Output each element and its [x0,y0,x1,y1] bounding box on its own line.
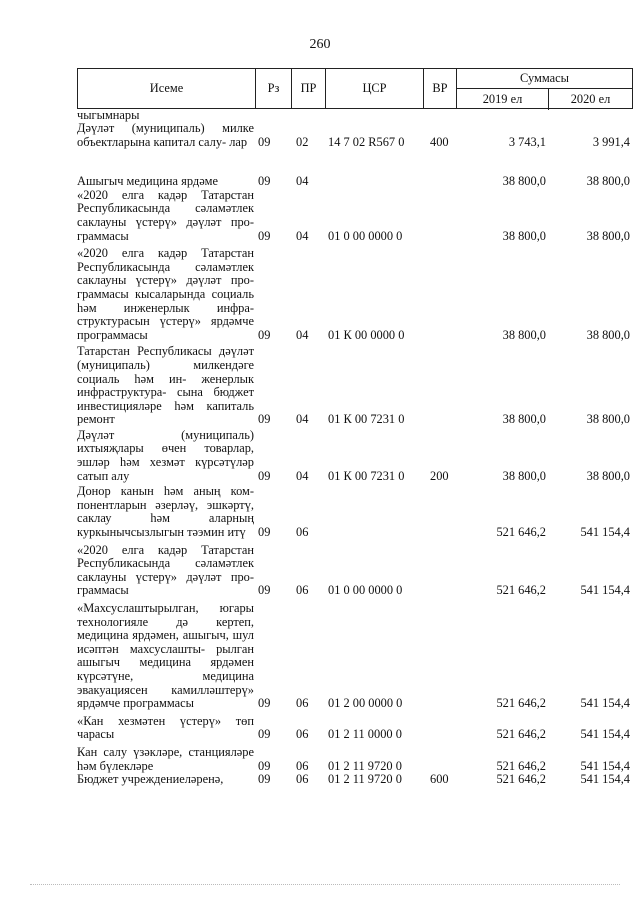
row-sum-2020: 541 154,4 [580,758,630,773]
row-sum-2020: 38 800,0 [586,412,630,427]
table-row [77,175,633,189]
row-rz: 09 [258,327,271,342]
row-pr: 06 [296,525,309,540]
row-name: Дәүләт (муниципаль) ихтыяҗлары өчен товарлар, эшләр һәм хезмәт күрсәтүләр сатып алу [77,427,254,483]
header-vr: ВР [424,69,457,108]
row-rz: 09 [258,468,271,483]
row-csr: 14 7 02 R567 0 [328,134,405,149]
row-csr: 01 К 00 7231 0 [328,412,405,427]
header-sums-group [457,69,632,108]
row-sum-2020: 541 154,4 [580,525,630,540]
table-row [77,122,633,149]
table-row [77,773,633,787]
row-pr: 04 [296,412,309,427]
row-vr: 400 [430,134,449,149]
table-row [77,602,633,711]
header-csr: ЦСР [326,69,424,108]
table-row [77,429,633,483]
row-name: «Кан хезмәтен үстерү» төп чарасы [77,713,254,742]
row-rz: 09 [258,727,271,742]
row-name: «2020 елга кадәр Татарстан Республикасында сәламәтлек саклауны үстерү» дәүләт про- граммасы [77,542,254,598]
row-csr: 01 2 11 9720 0 [328,772,402,787]
row-sum-2020: 541 154,4 [580,772,630,787]
row-rz: 09 [258,583,271,598]
row-csr: 01 0 00 0000 0 [328,583,403,598]
row-pr: 04 [296,174,309,189]
row-sum-2019: 38 800,0 [502,327,546,342]
continued-fragment: чыгымнары [77,108,140,122]
row-pr: 06 [296,758,309,773]
bottom-dotted-line [30,884,620,885]
budget-table [77,68,633,787]
row-name: Бюджет учреждениеләренә, [77,772,224,787]
table-row [77,544,633,598]
table-row [77,746,633,773]
row-rz: 09 [258,228,271,243]
header-pr: ПР [292,69,326,108]
table-row [77,247,633,342]
header-year-2020: 2020 ел [570,91,611,106]
page-number: 260 [309,37,331,52]
row-sum-2019: 521 646,2 [496,772,546,787]
row-sum-2020: 38 800,0 [586,174,630,189]
table-row [77,189,633,243]
row-sum-2019: 521 646,2 [496,758,546,773]
row-rz: 09 [258,525,271,540]
row-sum-2020: 38 800,0 [586,327,630,342]
header-year-2019: 2019 ел [457,89,549,110]
table-row [77,715,633,742]
row-name: Ашыгыч медицина ярдәме [77,174,219,189]
row-name: Татарстан Республикасы дәүләт (муниципаль) милкендәге социаль һәм ин- женерлык инфраструктура- сына бюджет инвестицияләре һәм капиталь ремонт [77,344,254,427]
row-pr: 06 [296,696,309,711]
row-name: «2020 елга кадәр Татарстан Республикасында сәламәтлек саклауны үстерү» дәүләт про- граммасы [77,187,254,243]
row-pr: 04 [296,468,309,483]
row-sum-2019: 521 646,2 [496,696,546,711]
row-name: «2020 елга кадәр Татарстан Республикасында сәламәтлек саклауны үстерү» дәүләт про- граммасы кысаларында социаль һәм инженерлык инфра- структурасын үстерү» ярдәмче программасы [77,246,254,342]
row-sum-2019: 3 743,1 [508,134,546,149]
row-pr: 06 [296,583,309,598]
row-csr: 01 К 00 7231 0 [328,468,405,483]
row-sum-2020: 541 154,4 [580,727,630,742]
row-pr: 06 [296,772,309,787]
row-csr: 01 К 00 0000 0 [328,327,405,342]
row-rz: 09 [258,174,271,189]
row-rz: 09 [258,412,271,427]
row-vr: 200 [430,468,449,483]
row-name: Дәүләт (муниципаль) милке объектларына капитал салу- лар [77,121,254,149]
row-sum-2019: 38 800,0 [502,412,546,427]
row-sum-2020: 541 154,4 [580,583,630,598]
row-sum-2019: 38 800,0 [502,468,546,483]
row-sum-2020: 3 991,4 [592,134,630,149]
header-rz: Рз [256,69,292,108]
row-name: «Махсуслаштырылган, югары технологияле дә кертеп, медицина ярдәмен, ашыгыч, шул исәптән махсуслашты- рылган ашыгыч медицина ярдәмен күрсәтүне, медицина эвакуациясен камилләштерү» ярдәмче программасы [77,601,254,711]
row-vr: 600 [430,772,449,787]
row-sum-2019: 521 646,2 [496,583,546,598]
row-sum-2019: 38 800,0 [502,228,546,243]
row-csr: 01 2 00 0000 0 [328,696,403,711]
row-pr: 06 [296,727,309,742]
row-pr: 04 [296,228,309,243]
table-row [77,345,633,427]
row-rz: 09 [258,758,271,773]
row-sum-2020: 38 800,0 [586,468,630,483]
row-sum-2020: 38 800,0 [586,228,630,243]
row-rz: 09 [258,134,271,149]
row-rz: 09 [258,772,271,787]
row-sum-2019: 521 646,2 [496,727,546,742]
row-sum-2019: 521 646,2 [496,525,546,540]
row-csr: 01 0 00 0000 0 [328,228,403,243]
row-name: Кан салу үзәкләре, станцияләре һәм бүлекләре [77,744,254,773]
table-body [77,122,633,787]
row-pr: 02 [296,134,309,149]
row-pr: 04 [296,327,309,342]
row-rz: 09 [258,696,271,711]
table-row [77,485,633,539]
row-csr: 01 2 11 9720 0 [328,758,402,773]
row-csr: 01 2 11 0000 0 [328,727,402,742]
row-sum-2020: 541 154,4 [580,696,630,711]
table-header [77,68,633,109]
row-sum-2019: 38 800,0 [502,174,546,189]
row-name: Донор канын һәм аның ком- понентларын әзерләү, эшкәртү, саклау һәм аларның куркынычсызлыгын тәэмин итү [77,484,254,540]
header-name: Исеме [78,69,256,108]
header-sums: Суммасы [457,69,632,89]
